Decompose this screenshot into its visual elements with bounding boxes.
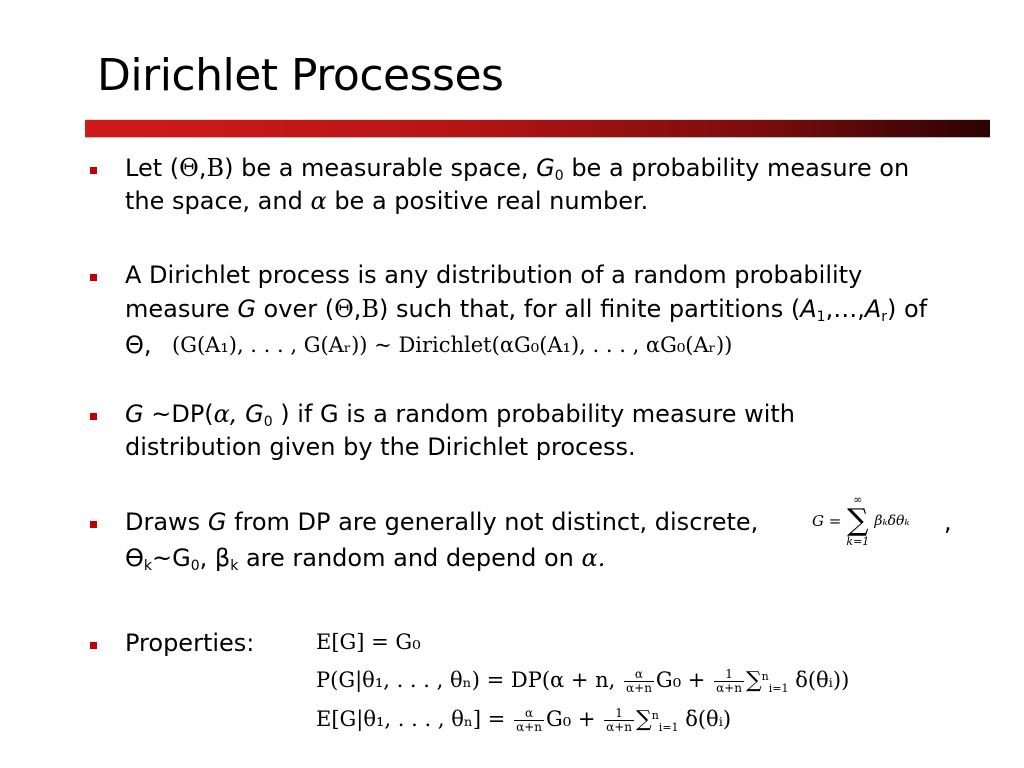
fraction xyxy=(604,707,634,734)
theta-symbol: Θ xyxy=(179,154,199,182)
bullet-3-line-1 xyxy=(125,398,795,431)
g-symbol: G xyxy=(207,508,227,536)
subscript: 1 xyxy=(816,309,826,325)
fraction xyxy=(714,668,744,695)
slide-title: Dirichlet Processes xyxy=(97,50,504,101)
text: ~G xyxy=(152,544,191,572)
formula-lhs: G = xyxy=(812,512,842,530)
text: over ( xyxy=(255,295,335,323)
stick-breaking-formula xyxy=(812,494,910,548)
text: , xyxy=(198,154,207,182)
dirichlet-partition-formula: (G(A₁), . . . , G(Aᵣ)) ~ Dirichlet(αG₀(A₁), . . . , αG₀(Aᵣ)) xyxy=(172,333,733,357)
a-symbol: A xyxy=(864,295,882,323)
text: ) such that, for all finite partitions ( xyxy=(379,295,801,323)
text: be a probability measure on xyxy=(563,154,910,182)
subscript: 0 xyxy=(554,168,564,184)
bullet-2-line-2 xyxy=(125,293,927,326)
alpha-symbol: α. xyxy=(581,544,606,572)
numerator: α xyxy=(514,707,544,721)
numerator: α xyxy=(624,668,654,682)
subscript: r xyxy=(881,309,888,325)
bullet-4-line-1 xyxy=(125,506,758,539)
sigma: ∑ xyxy=(635,707,652,732)
sum-upper-limit: ∞ xyxy=(853,493,863,506)
sum-lower-limit: k=1 xyxy=(846,535,870,548)
property-posterior-mean xyxy=(316,707,731,734)
title-divider-bar xyxy=(85,119,990,137)
g-symbol: G xyxy=(237,295,256,323)
subscript: 0 xyxy=(263,414,273,430)
text: ) if G is a random probability measure with xyxy=(272,400,796,428)
text: G₀ + xyxy=(545,707,603,731)
text: , β xyxy=(199,544,231,572)
denominator: α+n xyxy=(626,681,652,695)
sum-upper-limit: n xyxy=(651,709,659,722)
sigma-algebra-symbol: B xyxy=(361,295,380,323)
text: δ(θᵢ)) xyxy=(795,668,850,692)
trailing-comma: , xyxy=(944,508,952,536)
sigma: ∑ xyxy=(745,668,762,693)
text: from DP are generally not distinct, discrete, xyxy=(226,508,759,536)
text: ϴ xyxy=(125,544,144,572)
bullet-1-line-1 xyxy=(125,152,909,185)
fraction xyxy=(624,668,654,695)
alpha-symbol: α xyxy=(310,187,327,215)
text: Draws xyxy=(125,508,208,536)
bullet-2-line-1: A Dirichlet process is any distribution of a random probability xyxy=(125,261,863,289)
subscript: 0 xyxy=(190,558,200,574)
g-symbol: G xyxy=(125,400,144,428)
text: ,…, xyxy=(825,295,865,323)
numerator: 1 xyxy=(604,707,634,721)
text: ) of xyxy=(887,295,928,323)
numerator: 1 xyxy=(714,668,744,682)
subscript: k xyxy=(230,558,239,574)
sigma: ∑ xyxy=(847,503,869,538)
text: the space, and xyxy=(125,187,311,215)
bullet-marker xyxy=(90,167,97,174)
text: measure xyxy=(125,295,238,323)
bullet-2-line-3: Θ, xyxy=(125,331,152,359)
denominator: α+n xyxy=(716,681,742,695)
text: ) be a measurable space, xyxy=(224,154,537,182)
text: , xyxy=(353,295,362,323)
bullet-1-line-2 xyxy=(125,185,648,218)
text: G₀ + xyxy=(655,668,713,692)
text: δ(θᵢ) xyxy=(685,707,732,731)
property-posterior xyxy=(316,668,849,695)
text: Let ( xyxy=(125,154,180,182)
theta-symbol: Θ xyxy=(334,295,354,323)
text: be a positive real number. xyxy=(326,187,649,215)
sum-lower-limit: i=1 xyxy=(658,721,679,734)
bullet-3-line-2: distribution given by the Dirichlet process. xyxy=(125,433,636,461)
g-symbol: G xyxy=(536,154,555,182)
text: P(G|θ₁, . . . , θₙ) = DP(α + n, xyxy=(316,668,623,692)
denominator: α+n xyxy=(516,720,542,734)
alpha-symbol: α xyxy=(213,400,230,428)
subscript: k xyxy=(143,558,152,574)
a-symbol: A xyxy=(800,295,817,323)
bullet-marker xyxy=(90,642,97,649)
sum-symbol xyxy=(846,494,869,548)
bullet-5-label: Properties: xyxy=(125,629,255,657)
bullet-marker xyxy=(90,274,97,281)
denominator: α+n xyxy=(606,720,632,734)
bullet-marker xyxy=(90,413,97,420)
sigma-algebra-symbol: B xyxy=(206,154,225,182)
fraction xyxy=(514,707,544,734)
text: E[G|θ₁, . . . , θₙ] = xyxy=(316,707,513,731)
bullet-4-line-2 xyxy=(125,542,605,575)
sum-upper-limit: n xyxy=(761,670,769,683)
text: , G xyxy=(229,400,264,428)
text: ~DP( xyxy=(143,400,214,428)
sum-lower-limit: i=1 xyxy=(768,682,789,695)
text: are random and depend on xyxy=(238,544,582,572)
property-expectation: E[G] = G₀ xyxy=(316,630,421,654)
bullet-marker xyxy=(90,521,97,528)
sum-body: βₖδθₖ xyxy=(874,513,910,529)
